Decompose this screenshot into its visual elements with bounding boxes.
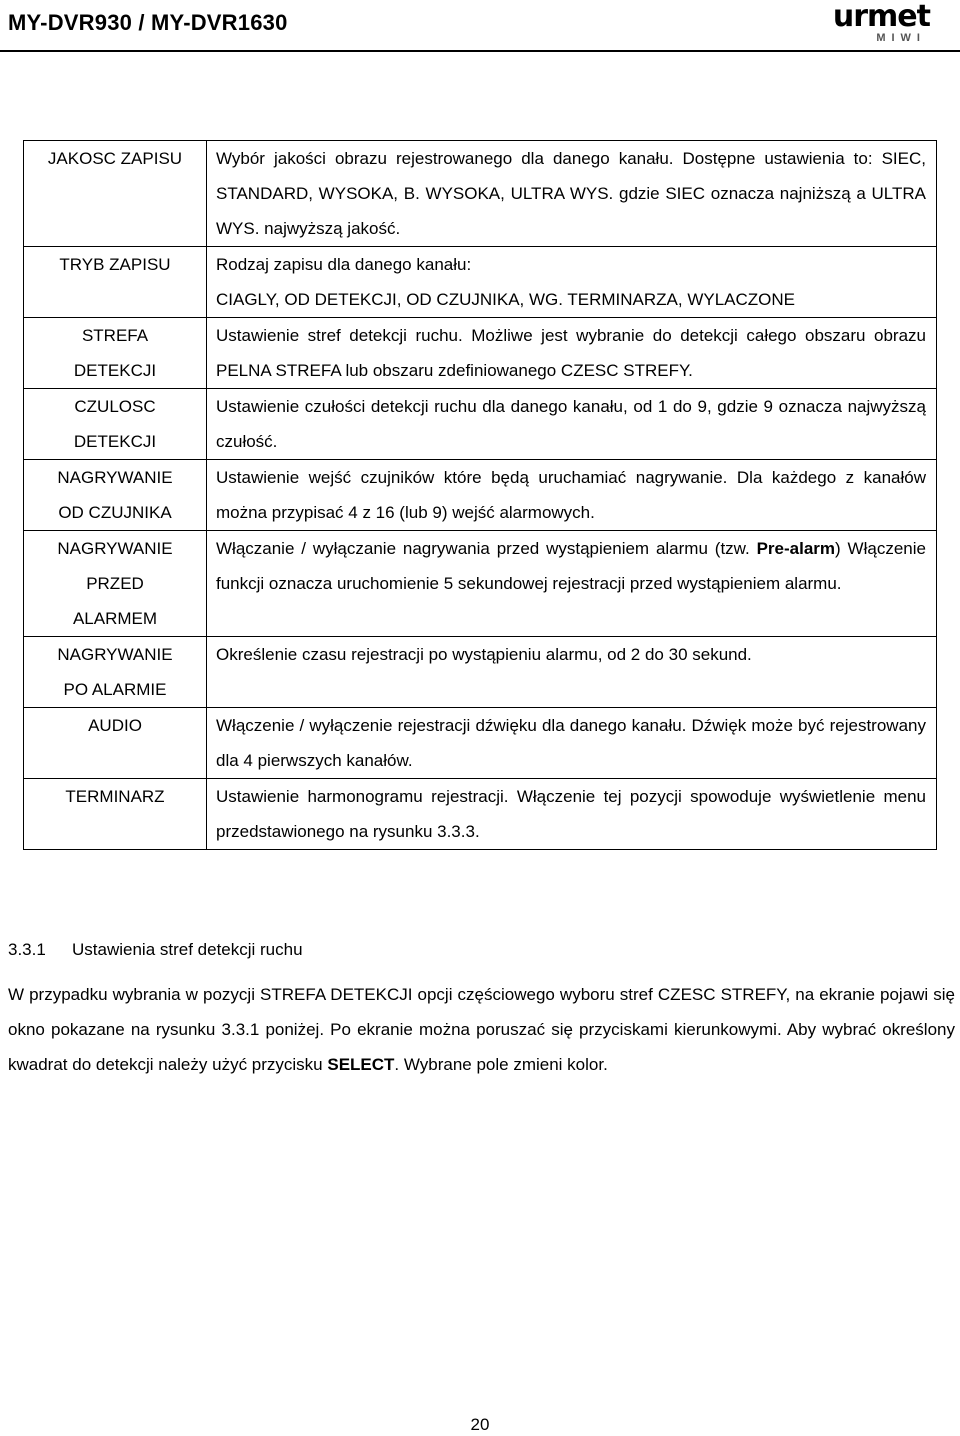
table-row bbox=[24, 318, 937, 389]
row-term bbox=[24, 247, 207, 318]
term-line: CZULOSC bbox=[74, 397, 156, 416]
table-row bbox=[24, 708, 937, 779]
section-title: Ustawienia stref detekcji ruchu bbox=[72, 940, 303, 959]
row-term bbox=[24, 460, 207, 531]
term-line: NAGRYWANIE bbox=[57, 539, 173, 558]
term-label: AUDIO bbox=[88, 716, 142, 735]
row-term bbox=[24, 779, 207, 850]
table-row bbox=[24, 247, 937, 318]
row-description: Ustawienie wejść czujników które będą uruchamiać nagrywanie. Dla każdego z kanałów można przypisać 4 z 16 (lub 9) wejść alarmowych. bbox=[207, 460, 937, 531]
row-term bbox=[24, 141, 207, 247]
page-number: 20 bbox=[470, 1415, 490, 1434]
term-label: JAKOSC ZAPISU bbox=[47, 149, 183, 168]
term-line: OD CZUJNIKA bbox=[58, 503, 172, 522]
row-description: Ustawienie czułości detekcji ruchu dla danego kanału, od 1 do 9, gdzie 9 oznacza najwyższą czułość. bbox=[207, 389, 937, 460]
term-line: PRZED bbox=[86, 574, 144, 593]
urmet-logo bbox=[832, 0, 930, 46]
page-header bbox=[0, 0, 960, 52]
row-term bbox=[24, 708, 207, 779]
row-description: Ustawienie harmonogramu rejestracji. Włączenie tej pozycji spowoduje wyświetlenie menu przedstawionego na rysunku 3.3.3. bbox=[207, 779, 937, 850]
description-text: Włączanie / wyłączanie nagrywania przed wystąpieniem alarmu (tzw. bbox=[216, 539, 757, 558]
term-line: PO ALARMIE bbox=[63, 680, 167, 699]
row-description: Wybór jakości obrazu rejestrowanego dla danego kanału. Dostępne ustawienia to: SIEC, STANDARD, WYSOKA, B. WYSOKA, ULTRA WYS. gdzie SIEC oznacza najniższą a ULTRA WYS. najwyższą jakość. bbox=[207, 141, 937, 247]
document-title: MY-DVR930 / MY-DVR1630 bbox=[8, 10, 288, 35]
description-text: ) Włączenie funkcji oznacza uruchomienie 5 sekundowej rejestracji przed wystąpieniem alarmu. bbox=[216, 539, 926, 593]
row-term bbox=[24, 318, 207, 389]
table-row bbox=[24, 531, 937, 637]
row-description: Określenie czasu rejestracji po wystąpieniu alarmu, od 2 do 30 sekund. bbox=[207, 637, 937, 708]
row-description bbox=[207, 531, 937, 637]
term-line: STREFA bbox=[81, 326, 149, 345]
term-label: TERMINARZ bbox=[65, 787, 165, 806]
paragraph-text: W przypadku wybrania w pozycji STREFA DETEKCJI opcji częściowego wyboru stref CZESC STREFY, na ekranie pojawi się okno pokazane na rysunku 3.3.1 poniżej. Po ekranie można poruszać się przyciskami kierunkowymi. Aby wybrać określony kwadrat do detekcji należy użyć przycisku bbox=[8, 985, 955, 1074]
term-line: DETEKCJI bbox=[73, 361, 157, 380]
term-line: ALARMEM bbox=[72, 609, 158, 628]
section-number: 3.3.1 bbox=[8, 940, 46, 959]
section-heading bbox=[8, 940, 303, 960]
description-line: CIAGLY, OD DETEKCJI, OD CZUJNIKA, WG. TERMINARZA, WYLACZONE bbox=[216, 290, 796, 309]
paragraph-bold: SELECT bbox=[327, 1055, 395, 1074]
paragraph-text: . Wybrane pole zmieni kolor. bbox=[394, 1055, 608, 1074]
row-description: Ustawienie stref detekcji ruchu. Możliwe jest wybranie do detekcji całego obszaru obrazu PELNA STREFA lub obszaru zdefiniowanego CZESC STREFY. bbox=[207, 318, 937, 389]
logo-wordmark: urmet bbox=[832, 0, 930, 34]
table-row bbox=[24, 389, 937, 460]
row-description bbox=[207, 247, 937, 318]
settings-table bbox=[23, 140, 937, 850]
description-bold: Pre-alarm bbox=[756, 539, 836, 558]
body-paragraph bbox=[8, 977, 955, 1082]
description-line: Rodzaj zapisu dla danego kanału: bbox=[216, 255, 472, 274]
table-row bbox=[24, 779, 937, 850]
table-row bbox=[24, 141, 937, 247]
row-term bbox=[24, 389, 207, 460]
term-line: DETEKCJI bbox=[73, 432, 157, 451]
logo-subtext: MIWI bbox=[876, 32, 926, 44]
term-label: TRYB ZAPISU bbox=[59, 255, 171, 274]
header-divider bbox=[0, 50, 960, 52]
term-line: NAGRYWANIE bbox=[57, 645, 173, 664]
table-row bbox=[24, 637, 937, 708]
row-description: Włączenie / wyłączenie rejestracji dźwięku dla danego kanału. Dźwięk może być rejestrowany dla 4 pierwszych kanałów. bbox=[207, 708, 937, 779]
row-term bbox=[24, 637, 207, 708]
table-row bbox=[24, 460, 937, 531]
term-line: NAGRYWANIE bbox=[57, 468, 173, 487]
row-term bbox=[24, 531, 207, 637]
